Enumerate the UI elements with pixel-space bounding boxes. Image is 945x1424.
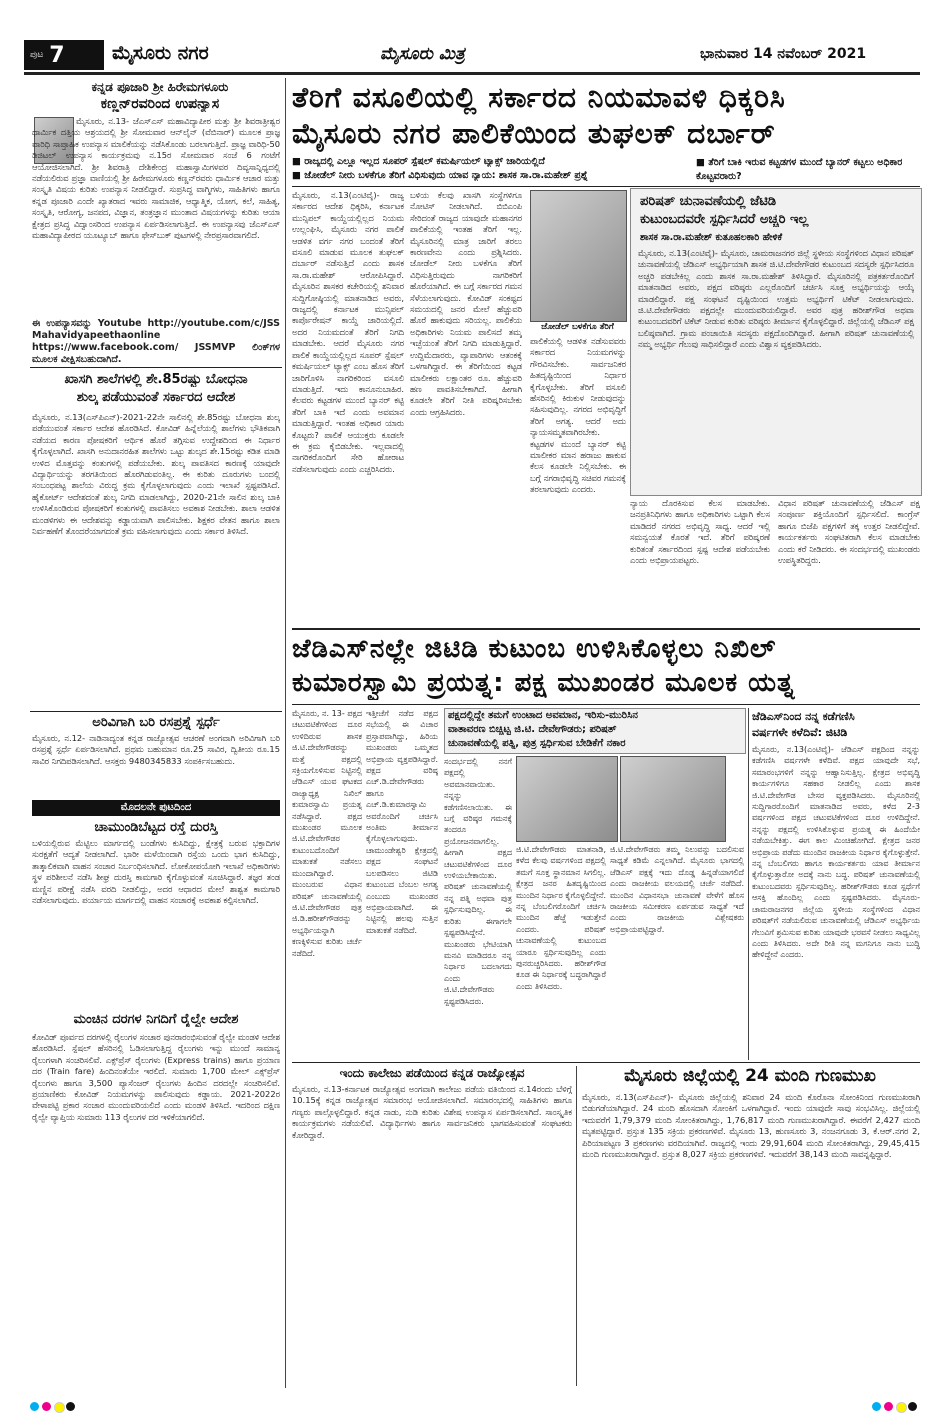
sidebar-title1: ಪರಿಷತ್ ಚುನಾವಣೆಯಲ್ಲಿ ಜೆಟಿಡಿ — [640, 194, 777, 209]
jds-headline-line2: ಕುಮಾರಸ್ವಾಮಿ ಪ್ರಯತ್ನ: ಪಕ್ಷ ಮುಖಂಡರ ಮೂಲಕ ಯತ್ನ — [292, 668, 796, 698]
page-date: ಭಾನುವಾರ 14 ನವೆಂಬರ್ 2021 — [700, 46, 867, 62]
jds-box-col2: ಜಿ.ಟಿ.ದೇವೇಗೌಡರು ಮಾತನಾಡಿ, ಕಳೆದ ಕೆಲವು ವರ್ಷಗಳಿಂದ ಪಕ್ಷದಲ್ಲಿ ತಮಗೆ ಸೂಕ್ತ ಸ್ಥಾನಮಾನ ಸಿಗಲಿಲ್ಲ. ಕ್ಷೇತ್ರದ ಜನರ ಹಿತದೃಷ್ಟಿಯಿಂದ ಮುಂದಿನ ನಿರ್ಧಾರ ಕೈಗೊಳ್ಳಲಿದ್ದೇನೆ. ನನ್ನ ಬೆಂಬಲಿಗರೊಂದಿಗೆ ಚರ್ಚಿಸಿ ಮುಂದಿನ ಹೆಜ್ಜೆ ಇಡುತ್ತೇನೆ ಎಂದರು. ಪರಿಷತ್ ಚುನಾವಣೆಯಲ್ಲಿ ಕುಟುಂಬದ ಯಾರೂ ಸ್ಪರ್ಧಿಸುವುದಿಲ್ಲ ಎಂದು ಪುನರುಚ್ಚರಿಸಿದರು. ಹರೀಶ್‌ಗೌಡ ಕೂಡ ಈ ನಿರ್ಧಾರಕ್ಕೆ ಬದ್ಧರಾಗಿದ್ದಾರೆ ಎಂದು ತಿಳಿಸಿದರು. — [516, 845, 606, 991]
article-upanyasa-links: ಈ ಉಪನ್ಯಾಸವನ್ನು Youtube http://youtube.com/c/JSS Mahavidyapeethaonline https://www.facebook.com/ JSSMVP ಲಿಂಕ್‌ಗಳ ಮೂಲಕ ವೀಕ್ಷಿಸಬಹುದಾಗಿದೆ. — [32, 318, 280, 364]
bullet-2: ■ ಜೋಡೆಲ್ ನೀರು ಬಳಕೆಗೂ ತೆರಿಗೆ ವಿಧಿಸುವುದು ಯಾವ ನ್ಯಾಯ: ಶಾಸಕ ಸಾ.ರಾ.ಮಹೇಶ್ ಪ್ರಶ್ನೆ — [292, 170, 588, 181]
divider — [30, 711, 282, 712]
reg-mark-yellow — [54, 1402, 65, 1413]
column-divider-left — [285, 78, 286, 1388]
main-article-col4: ನ್ಯಾಯ ದೊರಕಿಸುವ ಕೆಲಸ ಮಾಡಬೇಕು. ಜನಪ್ರತಿನಿಧಿಗಳು ಹಾಗೂ ಅಧಿಕಾರಿಗಳು ಒಟ್ಟಾಗಿ ಕೆಲಸ ಮಾಡಿದರೆ ನಗರದ ಅಭಿವೃದ್ಧಿ ಸಾಧ್ಯ. ಆದರೆ ಇಲ್ಲಿ ಸಮನ್ವಯತೆ ಕೊರತೆ ಇದೆ. ತೆರಿಗೆ ಪರಿಷ್ಕರಣೆ ಕುರಿತಂತೆ ಸರ್ಕಾರದಿಂದ ಸ್ಪಷ್ಟ ಆದೇಶ ಪಡೆಯಬೇಕು ಎಂದು ಅಭಿಪ್ರಾಯಪಟ್ಟರು. — [630, 498, 770, 566]
bullet-2-text: ಜೋಡೆಲ್ ನೀರು ಬಳಕೆಗೂ ತೆರಿಗೆ ವಿಧಿಸುವುದು ಯಾವ ನ್ಯಾಯ: ಶಾಸಕ ಸಾ.ರಾ.ಮಹೇಶ್ ಪ್ರಶ್ನೆ — [304, 170, 588, 181]
page-number-badge — [24, 40, 104, 70]
article-road-body: ಬಳಿಯಲ್ಲಿರುವ ಮೆಟ್ಟಿಲು ಮಾರ್ಗದಲ್ಲಿ ಬಂಡೆಗಳು ಕುಸಿದಿದ್ದು, ಕ್ಷೇತ್ರಕ್ಕೆ ಬರುವ ಭಕ್ತಾದಿಗಳ ಸುರಕ್ಷತೆಗೆ ಆದ್ಯತೆ ನೀಡಲಾಗಿದೆ. ಭಾರೀ ಮಳೆಯಿಂದಾಗಿ ರಸ್ತೆಯ ಒಂದು ಭಾಗ ಕುಸಿದಿದ್ದು, ತಾತ್ಕಾಲಿಕವಾಗಿ ವಾಹನ ಸಂಚಾರ ನಿರ್ಬಂಧಿಸಲಾಗಿದೆ. ಲೋಕೋಪಯೋಗಿ ಇಲಾಖೆ ಅಧಿಕಾರಿಗಳು ಸ್ಥಳ ಪರಿಶೀಲನೆ ನಡೆಸಿ ಶೀಘ್ರ ದುರಸ್ತಿ ಕಾಮಗಾರಿ ಕೈಗೊಳ್ಳುವಂತೆ ಸೂಚಿಸಿದ್ದಾರೆ. ತಜ್ಞರ ತಂಡ ಮಣ್ಣಿನ ಪರೀಕ್ಷೆ ನಡೆಸಿ ವರದಿ ನೀಡಲಿದ್ದು, ಅದರ ಆಧಾರದ ಮೇಲೆ ಶಾಶ್ವತ ಕಾಮಗಾರಿ ನಡೆಸಲಾಗುವುದು. ಪರ್ಯಾಯ ಮಾರ್ಗದಲ್ಲಿ ವಾಹನ ಸಂಚಾರಕ್ಕೆ ಅವಕಾಶ ಕಲ್ಪಿಸಲಾಗಿದೆ. — [32, 838, 280, 906]
article-upanyasa-title1: ಕನ್ನಡ ಪೂಜಾರಿ ಶ್ರೀ ಹಿರೇಮಗಳೂರು — [91, 80, 229, 94]
main-article-col5: ವಿಧಾನ ಪರಿಷತ್ ಚುನಾವಣೆಯಲ್ಲಿ ಜೆಡಿಎಸ್ ಪಕ್ಷ ಸಂಪೂರ್ಣ ಶಕ್ತಿಯೊಂದಿಗೆ ಸ್ಪರ್ಧಿಸಲಿದೆ. ಕಾಂಗ್ರೆಸ್ ಹಾಗೂ ಬಿಜೆಪಿ ಪಕ್ಷಗಳಿಗೆ ತಕ್ಕ ಉತ್ತರ ನೀಡಲಿದ್ದೇವೆ. ಕಾರ್ಯಕರ್ತರು ಸಂಘಟಿತರಾಗಿ ಕೆಲಸ ಮಾಡಬೇಕು ಎಂದು ಕರೆ ನೀಡಿದರು. ಈ ಸಂದರ್ಭದಲ್ಲಿ ಮುಖಂಡರು ಉಪಸ್ಥಿತರಿದ್ದರು. — [778, 498, 920, 566]
bullet-1: ■ ರಾಜ್ಯದಲ್ಲಿ ಎಲ್ಲೂ ಇಲ್ಲದ ಸೂಪರ್ ಸ್ಪೆಷಲ್ ಕಮರ್ಷಿಯಲ್ ಟ್ಯಾಕ್ಸ್ ಜಾರಿಯಲ್ಲಿದೆ — [292, 156, 545, 167]
covid-body: ಮೈಸೂರು, ನ.13(ಎಸ್‌ಪಿಎನ್)- ಮೈಸೂರು ಜಿಲ್ಲೆಯಲ್ಲಿ ಶನಿವಾರ 24 ಮಂದಿ ಕೊರೊನಾ ಸೋಂಕಿನಿಂದ ಗುಣಮುಖರಾಗಿ ಬಿಡುಗಡೆಯಾಗಿದ್ದಾರೆ. 24 ಮಂದಿ ಹೊಸದಾಗಿ ಸೋಂಕಿಗೆ ಒಳಗಾಗಿದ್ದಾರೆ. ಇಂದು ಯಾವುದೇ ಸಾವು ಸಂಭವಿಸಿಲ್ಲ. ಜಿಲ್ಲೆಯಲ್ಲಿ ಇದುವರೆಗೆ 1,79,379 ಮಂದಿ ಸೋಂಕಿತರಾಗಿದ್ದು, 1,76,817 ಮಂದಿ ಗುಣಮುಖರಾಗಿದ್ದಾರೆ. ಈವರೆಗೆ 2,427 ಮಂದಿ ಮೃತಪಟ್ಟಿದ್ದಾರೆ. ಪ್ರಸ್ತುತ 135 ಸಕ್ರಿಯ ಪ್ರಕರಣಗಳಿವೆ. ಮೈಸೂರು 13, ಹುಣಸೂರು 3, ನಂಜನಗೂಡು 3, ಕೆ.ಆರ್.ನಗರ 2, ಪಿರಿಯಾಪಟ್ಟಣ 3 ಪ್ರಕರಣಗಳು ವರದಿಯಾಗಿವೆ. ರಾಜ್ಯದಲ್ಲಿ ಇಂದು 29,91,604 ಮಂದಿ ಸೋಂಕಿತರಾಗಿದ್ದು, 29,45,415 ಮಂದಿ ಗುಣಮುಖರಾಗಿದ್ದಾರೆ. ಪ್ರಸ್ತುತ 8,027 ಸಕ್ರಿಯ ಪ್ರಕರಣಗಳಿವೆ. ಇದುವರೆಗೆ 38,143 ಮಂದಿ ಸಾವನ್ನಪ್ಪಿದ್ದಾರೆ. — [582, 1092, 920, 1160]
main-article-col2: ಬಳಿಯ ಕೆಲವು ಖಾಸಗಿ ಸಂಸ್ಥೆಗಳಿಗೂ ನೋಟಿಸ್ ನೀಡಲಾಗಿದೆ. ಬಿಬಿಎಂಪಿ ಸೇರಿದಂತೆ ರಾಜ್ಯದ ಯಾವುದೇ ಮಹಾನಗರ ಪಾಲಿಕೆಯಲ್ಲಿ ಇಂತಹ ತೆರಿಗೆ ಇಲ್ಲ. ಮೈಸೂರಿನಲ್ಲಿ ಮಾತ್ರ ಜಾರಿಗೆ ತರಲು ಕಾರಣವೇನು ಎಂದು ಪ್ರಶ್ನಿಸಿದರು. ಜೋಡೆಲ್ ನೀರು ಬಳಕೆಗೂ ತೆರಿಗೆ ವಿಧಿಸುತ್ತಿರುವುದು ನಾಗರಿಕರಿಗೆ ಹೊರೆಯಾಗಿದೆ. ಈ ಬಗ್ಗೆ ಸರ್ಕಾರದ ಗಮನ ಸೆಳೆಯಲಾಗುವುದು. ಕೋವಿಡ್ ಸಂಕಷ್ಟದ ಸಮಯದಲ್ಲಿ ಜನರ ಮೇಲೆ ಹೆಚ್ಚುವರಿ ಹೊರೆ ಹಾಕುವುದು ಸರಿಯಲ್ಲ. ಪಾಲಿಕೆಯ ಅಧಿಕಾರಿಗಳು ನಿಯಮ ಪಾಲಿಸದೆ ತಮ್ಮ ಇಚ್ಛೆಯಂತೆ ತೆರಿಗೆ ನಿಗದಿ ಮಾಡುತ್ತಿದ್ದಾರೆ. ಉದ್ದಿಮೆದಾರರು, ವ್ಯಾಪಾರಿಗಳು ಆತಂಕಕ್ಕೆ ಒಳಗಾಗಿದ್ದಾರೆ. ಈ ತೆರಿಗೆಯಿಂದ ಕಟ್ಟಡ ಮಾಲೀಕರು ಲಕ್ಷಾಂತರ ರೂ. ಹೆಚ್ಚುವರಿ ಹಣ ಪಾವತಿಸಬೇಕಾಗಿದೆ. ಹೀಗಾಗಿ ಕೂಡಲೇ ತೆರಿಗೆ ನೀತಿ ಪರಿಷ್ಕರಿಸಬೇಕು ಎಂದು ಆಗ್ರಹಿಸಿದರು. — [410, 190, 522, 417]
article-upanyasa-title2: ಕಣ್ಣನ್‌ರವರಿಂದ ಉಪನ್ಯಾಸ — [100, 96, 220, 112]
reg-mark-black — [66, 1402, 75, 1411]
page-number: 7 — [49, 42, 65, 68]
section-title: ಮೈಸೂರು ನಗರ — [112, 42, 209, 64]
column-divider-right — [748, 708, 749, 1060]
divider — [292, 704, 920, 705]
continued-kicker: ಮೊದಲನೇ ಪುಟದಿಂದ — [32, 800, 280, 816]
reg-mark-black — [908, 1402, 917, 1411]
article-quiz-body: ಮೈಸೂರು, ನ.12- ನಾಡಿನಾದ್ಯಂತ ಕನ್ನಡ ರಾಜ್ಯೋತ್ಸವ ಆಚರಣೆ ಅಂಗವಾಗಿ ಅರಿವಿಗಾಗಿ ಬರಿ ರಸಪ್ರಶ್ನೆ ಸ್ಪರ್ಧೆ ಏರ್ಪಡಿಸಲಾಗಿದೆ. ಪ್ರಥಮ ಬಹುಮಾನ ರೂ.25 ಸಾವಿರ, ದ್ವಿತೀಯ ರೂ.15 ಸಾವಿರ ನಿಗದಿಪಡಿಸಲಾಗಿದೆ. ಆಸಕ್ತರು 9480345833 ಸಂಪರ್ಕಿಸಬಹುದು. — [32, 733, 280, 766]
covid-title: ಮೈಸೂರು ಜಿಲ್ಲೆಯಲ್ಲಿ 24 ಮಂದಿ ಗುಣಮುಖ — [624, 1066, 876, 1086]
reg-mark-magenta — [884, 1402, 893, 1411]
rajyotsava-title: ಇಂದು ಕಾಲೇಜು ಪಡೆಯಿಂದ ಕನ್ನಡ ರಾಜ್ಯೋತ್ಸವ — [339, 1066, 525, 1080]
jds-box-head2: ವಾತಾವರಣ ಬಿಚ್ಚಿಟ್ಟ ಜಿ.ಟಿ. ದೇವೇಗೌಡರು; ಪರಿಷತ್ — [448, 724, 617, 735]
reg-mark-cyan — [30, 1402, 39, 1411]
divider — [30, 367, 282, 368]
main-article-col1: ಮೈಸೂರು, ನ.13(ಎಂಟಿವೈ)- ರಾಜ್ಯ ಸರ್ಕಾರದ ಆದೇಶ ಧಿಕ್ಕರಿಸಿ, ಕರ್ನಾಟಕ ಮುನ್ಸಿಪಲ್ ಕಾಯ್ದೆಯಲ್ಲಿಲ್ಲದ ನಿಯಮ ಉಲ್ಲಂಘಿಸಿ, ಮೈಸೂರು ನಗರ ಪಾಲಿಕೆ ಆಡಳಿತ ವರ್ಗ ನಗರ ಬಂದಂತೆ ತೆರಿಗೆ ವಸೂಲಿ ಮಾಡುವ ಮೂಲಕ ತುಘಲಕ್ ದರ್ಬಾರ್ ನಡೆಸುತ್ತಿದೆ ಎಂದು ಶಾಸಕ ಸಾ.ರಾ.ಮಹೇಶ್ ಆರೋಪಿಸಿದ್ದಾರೆ. ಮೈಸೂರಿನ ಶಾಸಕರ ಕಚೇರಿಯಲ್ಲಿ ಶನಿವಾರ ಸುದ್ದಿಗೋಷ್ಠಿಯಲ್ಲಿ ಮಾತನಾಡಿದ ಅವರು, ರಾಜ್ಯದಲ್ಲಿ ಕರ್ನಾಟಕ ಮುನ್ಸಿಪಲ್ ಕಾರ್ಪೊರೇಷನ್ ಕಾಯ್ದೆ ಜಾರಿಯಲ್ಲಿದೆ. ಅದರ ನಿಯಮದಂತೆ ತೆರಿಗೆ ನಿಗದಿ ಮಾಡಬೇಕು. ಆದರೆ ಮೈಸೂರು ನಗರ ಪಾಲಿಕೆ ಕಾಯ್ದೆಯಲ್ಲಿಲ್ಲದ ಸೂಪರ್ ಸ್ಪೆಷಲ್ ಕಮರ್ಷಿಯಲ್ ಟ್ಯಾಕ್ಸ್ ಎಂಬ ಹೊಸ ತೆರಿಗೆ ಜಾರಿಗೊಳಿಸಿ ನಾಗರಿಕರಿಂದ ವಸೂಲಿ ಮಾಡುತ್ತಿದೆ. ಇದು ಕಾನೂನುಬಾಹಿರ. ಕೆಲವರು ಕಟ್ಟಡಗಳ ಮುಂದೆ ಬ್ಯಾನರ್ ಕಟ್ಟಿ ತೆರಿಗೆ ಬಾಕಿ ಇದೆ ಎಂದು ಅವಮಾನ ಮಾಡುತ್ತಿದ್ದಾರೆ. ಇಂತಹ ಅಧಿಕಾರ ಯಾರು ಕೊಟ್ಟರು? ಪಾಲಿಕೆ ಆಯುಕ್ತರು ಕೂಡಲೇ ಈ ಕ್ರಮ ಕೈಬಿಡಬೇಕು. ಇಲ್ಲವಾದಲ್ಲಿ ನಾಗರಿಕರೊಂದಿಗೆ ಸೇರಿ ಹೋರಾಟ ನಡೆಸಲಾಗುವುದು ಎಂದು ಎಚ್ಚರಿಸಿದರು. — [292, 190, 404, 474]
article-fee-title1: ಖಾಸಗಿ ಶಾಲೆಗಳಲ್ಲಿ ಶೇ.85ರಷ್ಟು ಬೋಧನಾ — [64, 372, 248, 387]
main-headline-line1: ತೆರಿಗೆ ವಸೂಲಿಯಲ್ಲಿ ಸರ್ಕಾರದ ನಿಯಮಾವಳಿ ಧಿಕ್ಕರಿಸಿ — [292, 81, 786, 114]
jds-box-head1: ಪಕ್ಷದಲ್ಲಿದ್ದೇ ತಮಗೆ ಉಂಟಾದ ಅವಮಾನ, ಇರಿಸು-ಮುರಿಸಿನ — [448, 710, 638, 721]
jds-headline-line1: ಜೆಡಿಎಸ್‌ನಲ್ಲೇ ಜಿಟಿಡಿ ಕುಟುಂಬ ಉಳಿಸಿಕೊಳ್ಳಲು ನಿಖಿಲ್ — [292, 634, 777, 664]
sidebar-title2: ಕುಟುಂಬದವರೇ ಸ್ಪರ್ಧಿಸಿದರೆ ಅಚ್ಚರಿ ಇಲ್ಲ — [640, 212, 809, 227]
main-article-col3: ಪಾಲಿಕೆಯಲ್ಲಿ ಆಡಳಿತ ನಡೆಸುವವರು ಸರ್ಕಾರದ ನಿಯಮಗಳನ್ನು ಗೌರವಿಸಬೇಕು. ಸಾರ್ವಜನಿಕರ ಹಿತದೃಷ್ಟಿಯಿಂದ ನಿರ್ಧಾರ ಕೈಗೊಳ್ಳಬೇಕು. ತೆರಿಗೆ ವಸೂಲಿ ಹೆಸರಿನಲ್ಲಿ ಕಿರುಕುಳ ನೀಡುವುದನ್ನು ಸಹಿಸುವುದಿಲ್ಲ. ನಗರದ ಅಭಿವೃದ್ಧಿಗೆ ತೆರಿಗೆ ಅಗತ್ಯ. ಆದರೆ ಅದು ನ್ಯಾಯಸಮ್ಮತವಾಗಿರಬೇಕು. ಕಟ್ಟಡಗಳ ಮುಂದೆ ಬ್ಯಾನರ್ ಕಟ್ಟಿ ಮಾಲೀಕರ ಮಾನ ಹರಾಜು ಹಾಕುವ ಕೆಲಸ ಕೂಡಲೇ ನಿಲ್ಲಿಸಬೇಕು. ಈ ಬಗ್ಗೆ ನಗರಾಭಿವೃದ್ಧಿ ಸಚಿವರ ಗಮನಕ್ಕೆ ತರಲಾಗುವುದು ಎಂದರು. — [530, 336, 626, 495]
reg-mark-yellow — [896, 1402, 907, 1413]
column-divider-bottom — [576, 1066, 577, 1386]
divider — [292, 186, 920, 187]
masthead: ಮೈಸೂರು ಮಿತ್ರ — [380, 44, 465, 64]
bullet-3-text: ತೆರಿಗೆ ಬಾಕಿ ಇರುವ ಕಟ್ಟಡಗಳ ಮುಂದೆ ಬ್ಯಾನರ್ ಕಟ್ಟಲು ಅಧಿಕಾರ ಕೊಟ್ಟವರಾರು? — [696, 157, 903, 182]
divider — [292, 1062, 920, 1063]
rajyotsava-body: ಮೈಸೂರು, ನ.13-ಕರ್ನಾಟಕ ರಾಜ್ಯೋತ್ಸವ ಅಂಗವಾಗಿ ಕಾಲೇಜು ಪಡೆಯ ವತಿಯಿಂದ ನ.14ರಂದು ಬೆಳಿಗ್ಗೆ 10.15ಕ್ಕೆ ಕನ್ನಡ ರಾಜ್ಯೋತ್ಸವ ಸಮಾರಂಭ ಆಯೋಜಿಸಲಾಗಿದೆ. ಸಮಾರಂಭದಲ್ಲಿ ಸಾಹಿತಿಗಳು ಹಾಗೂ ಗಣ್ಯರು ಪಾಲ್ಗೊಳ್ಳಲಿದ್ದಾರೆ. ಕನ್ನಡ ನಾಡು, ನುಡಿ ಕುರಿತು ವಿಶೇಷ ಉಪನ್ಯಾಸ ಏರ್ಪಡಿಸಲಾಗಿದೆ. ಸಾಂಸ್ಕೃತಿಕ ಕಾರ್ಯಕ್ರಮಗಳು ನಡೆಯಲಿವೆ. ವಿದ್ಯಾರ್ಥಿಗಳು ಹಾಗೂ ಸಾರ್ವಜನಿಕರು ಭಾಗವಹಿಸುವಂತೆ ಸಂಘಟಕರು ಕೋರಿದ್ದಾರೆ. — [292, 1084, 572, 1140]
divider — [292, 628, 920, 630]
gtd-side-body: ಮೈಸೂರು, ನ.13(ಎಂಟಿವೈ)- ಜೆಡಿಎಸ್ ಪಕ್ಷದಿಂದ ನನ್ನನ್ನು ಕಡೆಗಣಿಸಿ ವರ್ಷಗಳೇ ಕಳೆದಿವೆ. ಪಕ್ಷದ ಯಾವುದೇ ಸಭೆ, ಸಮಾರಂಭಗಳಿಗೆ ನನ್ನನ್ನು ಆಹ್ವಾನಿಸುತ್ತಿಲ್ಲ. ಕ್ಷೇತ್ರದ ಅಭಿವೃದ್ಧಿ ಕಾರ್ಯಗಳಿಗೂ ಸಹಕಾರ ನೀಡಲಿಲ್ಲ ಎಂದು ಶಾಸಕ ಜಿ.ಟಿ.ದೇವೇಗೌಡ ಬೇಸರ ವ್ಯಕ್ತಪಡಿಸಿದರು. ಮೈಸೂರಿನಲ್ಲಿ ಸುದ್ದಿಗಾರರೊಂದಿಗೆ ಮಾತನಾಡಿದ ಅವರು, ಕಳೆದ 2-3 ವರ್ಷಗಳಿಂದ ಪಕ್ಷದ ಚಟುವಟಿಕೆಗಳಿಂದ ದೂರ ಉಳಿದಿದ್ದೇನೆ. ನನ್ನನ್ನು ಪಕ್ಷದಲ್ಲಿ ಉಳಿಸಿಕೊಳ್ಳುವ ಪ್ರಯತ್ನ ಈ ಹಿಂದೆಯೇ ನಡೆಯಬೇಕಿತ್ತು. ಈಗ ಕಾಲ ಮಿಂಚಿಹೋಗಿದೆ. ಕ್ಷೇತ್ರದ ಜನರ ಅಭಿಪ್ರಾಯ ಪಡೆದು ಮುಂದಿನ ರಾಜಕೀಯ ನಿರ್ಧಾರ ಕೈಗೊಳ್ಳುತ್ತೇನೆ. ನನ್ನ ಬೆಂಬಲಿಗರು ಹಾಗೂ ಕಾರ್ಯಕರ್ತರು ಯಾವ ತೀರ್ಮಾನ ಕೈಗೊಳ್ಳುತ್ತಾರೋ ಅದಕ್ಕೆ ನಾನು ಬದ್ಧ. ಪರಿಷತ್ ಚುನಾವಣೆಯಲ್ಲಿ ಕುಟುಂಬದವರು ಸ್ಪರ್ಧಿಸುವುದಿಲ್ಲ. ಹರೀಶ್‌ಗೌಡರು ಕೂಡ ಸ್ಪರ್ಧೆಗೆ ಆಸಕ್ತಿ ಹೊಂದಿಲ್ಲ ಎಂದು ಸ್ಪಷ್ಟಪಡಿಸಿದರು. ಮೈಸೂರು-ಚಾಮರಾಜನಗರ ಜಿಲ್ಲೆಯ ಸ್ಥಳೀಯ ಸಂಸ್ಥೆಗಳಿಂದ ವಿಧಾನ ಪರಿಷತ್‌ಗೆ ನಡೆಯಲಿರುವ ಚುನಾವಣೆಯಲ್ಲಿ ಜೆಡಿಎಸ್ ಅಭ್ಯರ್ಥಿಯ ಗೆಲುವಿಗೆ ಶ್ರಮಿಸುವ ಕುರಿತು ಯಾವುದೇ ಭರವಸೆ ನೀಡಲು ಸಾಧ್ಯವಿಲ್ಲ ಎಂದು ತಿಳಿಸಿದರು. ಅದೇ ರೀತಿ ನನ್ನ ಮಗನಿಗೂ ನಾನು ಬುದ್ಧಿ ಹೇಳಿದ್ದೇನೆ ಎಂದರು. — [752, 745, 920, 960]
gtd-side-title2: ವರ್ಷಗಳೇ ಕಳೆದಿವೆ: ಜಿಟಿಡಿ — [752, 726, 848, 739]
header-rule — [24, 72, 920, 75]
photo-gtd — [516, 756, 618, 842]
article-railway-title: ಮಂಚಿನ ದರಗಳ ನಿಗದಿಗೆ ರೈಲ್ವೇ ಆದೇಶ — [73, 1012, 239, 1027]
jds-box-col3: ಜಿ.ಟಿ.ದೇವೇಗೌಡರು ತಮ್ಮ ನಿಲುವನ್ನು ಬದಲಿಸುವ ಸಾಧ್ಯತೆ ಕಡಿಮೆ ಎನ್ನಲಾಗಿದೆ. ಮೈಸೂರು ಭಾಗದಲ್ಲಿ ಜೆಡಿಎಸ್ ಪಕ್ಷಕ್ಕೆ ಇದು ದೊಡ್ಡ ಹಿನ್ನಡೆಯಾಗಲಿದೆ ಎಂದು ರಾಜಕೀಯ ವಲಯದಲ್ಲಿ ಚರ್ಚೆ ನಡೆದಿದೆ. ಮುಂದಿನ ವಿಧಾನಸಭಾ ಚುನಾವಣೆ ವೇಳೆಗೆ ಹೊಸ ರಾಜಕೀಯ ಸಮೀಕರಣ ಏರ್ಪಡುವ ಸಾಧ್ಯತೆ ಇದೆ ಎಂದು ರಾಜಕೀಯ ವಿಶ್ಲೇಷಕರು ಅಭಿಪ್ರಾಯಪಟ್ಟಿದ್ದಾರೆ. — [610, 845, 744, 934]
article-upanyasa-body: ಮೈಸೂರು, ನ.13- ಜೆಎಸ್‌ಎಸ್ ಮಹಾವಿದ್ಯಾಪೀಠ ಮತ್ತು ಶ್ರೀ ಶಿವರಾತ್ರೀಶ್ವರ ಧಾರ್ಮಿಕ ದತ್ತಿಯ ಆಶ್ರಯದಲ್ಲಿ ಶ್ರೀ ಸೋಮವಾರ ಆನ್‌ಲೈನ್ (ವೆಬಿನಾರ್) ಮೂಲಕ ಪ್ರಾಜ್ಞ ವಾರಿಧಿ ಸಾಪ್ತಾಹಿಕ ಉಪನ್ಯಾಸ ಮಾಲಿಕೆಯನ್ನು ನಡೆಸಿಕೊಂಡು ಬರಲಾಗುತ್ತಿದೆ. ಪ್ರಾಜ್ಞ ವಾರಿಧಿ-50 ಡಿಜಿಟಲ್ ಉಪನ್ಯಾಸ ಕಾರ್ಯಕ್ರಮವು ನ.15ರ ಸೋಮವಾರ ಸಂಜೆ 6 ಗಂಟೆಗೆ ಆಯೋಜಿಸಲಾಗಿದೆ. ಶ್ರೀ ಶಿವರಾತ್ರಿ ದೇಶಿಕೇಂದ್ರ ಮಹಾಸ್ವಾಮಿಗಳವರ ದಿವ್ಯಸಾನ್ನಿಧ್ಯದಲ್ಲಿ ನಡೆಯಲಿರುವ ಪ್ರಜ್ಞಾ ವಾಣಿಯಲ್ಲಿ ಶ್ರೀ ಹಿರೇಮಗಳೂರು ಕಣ್ಣನ್‌ರವರು ಧಾರ್ಮಿಕ ಆಚಾರ ಮತ್ತು ಸಂಸ್ಕೃತಿ ವಿಷಯ ಕುರಿತು ಉಪನ್ಯಾಸ ನೀಡಲಿದ್ದಾರೆ. ಸುಪ್ರಸಿದ್ಧ ವಾಗ್ಮಿಗಳು, ಸಾಹಿತಿಗಳು ಹಾಗೂ ಕನ್ನಡ ಪೂಜಾರಿ ಎಂದೇ ಖ್ಯಾತರಾದ ಇವರು ಸಾಮಾಜಿಕ, ಆಧ್ಯಾತ್ಮಿಕ, ಯೋಗ, ಕಲೆ, ಸಾಹಿತ್ಯ, ಸಂಸ್ಕೃತಿ, ಆರೋಗ್ಯ, ಜನಪದ, ವಿಜ್ಞಾನ, ತಂತ್ರಜ್ಞಾನ ಮುಂತಾದ ವಿಷಯಗಳನ್ನು ಕುರಿತು ಆಯಾ ಕ್ಷೇತ್ರದ ಪ್ರಸಿದ್ಧ ವಿದ್ವಾಂಸರಿಂದ ಉಪನ್ಯಾಸ ಏರ್ಪಡಿಸಲಾಗುತ್ತಿದೆ. ಈ ಉಪನ್ಯಾಸವು ಜೆಎಸ್‌ಎಸ್ ಮಹಾವಿದ್ಯಾಪೀಠದ ಯೂಟ್ಯೂಬ್ ಹಾಗೂ ಫೇಸ್‌ಬುಕ್ ಪುಟಗಳಲ್ಲಿ ನೇರಪ್ರಸಾರವಾಗಲಿದೆ. — [32, 116, 280, 241]
article-road-title: ಚಾಮುಂಡಿಬೆಟ್ಟದ ರಸ್ತೆ ದುರಸ್ತಿ — [94, 820, 218, 835]
bullet-1-text: ರಾಜ್ಯದಲ್ಲಿ ಎಲ್ಲೂ ಇಲ್ಲದ ಸೂಪರ್ ಸ್ಪೆಷಲ್ ಕಮರ್ಷಿಯಲ್ ಟ್ಯಾಕ್ಸ್ ಜಾರಿಯಲ್ಲಿದೆ — [304, 156, 545, 167]
main-headline-line2: ಮೈಸೂರು ನಗರ ಪಾಲಿಕೆಯಿಂದ ತುಘಲಕ್ ದರ್ಬಾರ್ — [292, 117, 776, 150]
reg-mark-magenta — [42, 1402, 51, 1411]
jds-article-col1: ಮೈಸೂರು, ನ. 13- ಪಕ್ಷದ ಚಟುವಟಿಕೆಗಳಿಂದ ದೂರ ಉಳಿದಿರುವ ಶಾಸಕ ಜಿ.ಟಿ.ದೇವೇಗೌಡರನ್ನು ಮತ್ತೆ ಪಕ್ಷದಲ್ಲಿ ಸಕ್ರಿಯಗೊಳಿಸುವ ನಿಟ್ಟಿನಲ್ಲಿ ಜೆಡಿಎಸ್ ಯುವ ಘಟಕದ ರಾಜ್ಯಾಧ್ಯಕ್ಷ ನಿಖಿಲ್ ಕುಮಾರಸ್ವಾಮಿ ಪ್ರಯತ್ನ ನಡೆಸಿದ್ದಾರೆ. ಪಕ್ಷದ ಮುಖಂಡರ ಮೂಲಕ ಜಿ.ಟಿ.ದೇವೇಗೌಡರ ಕುಟುಂಬದೊಂದಿಗೆ ಮಾತುಕತೆ ನಡೆಸಲು ಮುಂದಾಗಿದ್ದಾರೆ. ಮುಂಬರುವ ವಿಧಾನ ಪರಿಷತ್ ಚುನಾವಣೆಯಲ್ಲಿ ಜಿ.ಟಿ.ದೇವೇಗೌಡರ ಪುತ್ರ ಜಿ.ಡಿ.ಹರೀಶ್‌ಗೌಡರನ್ನು ಅಭ್ಯರ್ಥಿಯನ್ನಾಗಿ ಕಣಕ್ಕಿಳಿಸುವ ಕುರಿತು ಚರ್ಚೆ ನಡೆದಿದೆ. — [292, 709, 362, 958]
jds-box-head3: ಚುನಾವಣೆಯಲ್ಲಿ ಪತ್ನಿ, ಪುತ್ರ ಸ್ಪರ್ಧಿಸುವ ಬೇಡಿಕೆಗೆ ನಕಾರ — [448, 738, 626, 749]
article-railway-body: ಕೋವಿಡ್ ಪೂರ್ವದ ದರಗಳಲ್ಲಿ ರೈಲುಗಳ ಸಂಚಾರ ಪುನರಾರಂಭಿಸುವಂತೆ ರೈಲ್ವೇ ಮಂಡಳಿ ಆದೇಶ ಹೊರಡಿಸಿದೆ. ಸ್ಪೆಷಲ್ ಹೆಸರಿನಲ್ಲಿ ಓಡಿಸಲಾಗುತ್ತಿದ್ದ ರೈಲುಗಳು ಇನ್ನು ಮುಂದೆ ಸಾಮಾನ್ಯ ರೈಲುಗಳಾಗಿ ಸಂಚರಿಸಲಿವೆ. ಎಕ್ಸ್‌ಪ್ರೆಸ್ ರೈಲುಗಳು (Express trains) ಹಾಗೂ ಪ್ರಯಾಣ ದರ (Train fare) ಹಿಂದಿನಂತೆಯೇ ಇರಲಿದೆ. ಸುಮಾರು 1,700 ಮೇಲ್ ಎಕ್ಸ್‌ಪ್ರೆಸ್ ರೈಲುಗಳು ಹಾಗೂ 3,500 ಪ್ಯಾಸೆಂಜರ್ ರೈಲುಗಳು ಹಿಂದಿನ ದರದಲ್ಲೇ ಸಂಚರಿಸಲಿವೆ. ಪ್ರಯಾಣಿಕರು ಕೋವಿಡ್ ನಿಯಮಗಳನ್ನು ಪಾಲಿಸುವುದು ಕಡ್ಡಾಯ. 2021-2022ರ ವೇಳಾಪಟ್ಟಿ ಪ್ರಕಾರ ಸಂಚಾರ ಮುಂದುವರಿಯಲಿದೆ ಎಂದು ಮಂಡಳಿ ತಿಳಿಸಿದೆ. ಇದರಿಂದ ದಕ್ಷಿಣ ರೈಲ್ವೇ ವ್ಯಾಪ್ತಿಯ ಸುಮಾರು 113 ರೈಲುಗಳ ದರ ಇಳಿಕೆಯಾಗಲಿದೆ. — [32, 1032, 280, 1122]
bullet-3: ■ ತೆರಿಗೆ ಬಾಕಿ ಇರುವ ಕಟ್ಟಡಗಳ ಮುಂದೆ ಬ್ಯಾನರ್ ಕಟ್ಟಲು ಅಧಿಕಾರ ಕೊಟ್ಟವರಾರು? — [696, 157, 903, 182]
sidebar-body: ಮೈಸೂರು, ನ.13(ಎಂಟಿವೈ)- ಮೈಸೂರು, ಚಾಮರಾಜನಗರ ಜಿಲ್ಲೆ ಸ್ಥಳೀಯ ಸಂಸ್ಥೆಗಳಿಂದ ವಿಧಾನ ಪರಿಷತ್ ಚುನಾವಣೆಯಲ್ಲಿ ಜೆಡಿಎಸ್ ಅಭ್ಯರ್ಥಿಯಾಗಿ ಶಾಸಕ ಜಿ.ಟಿ.ದೇವೇಗೌಡರ ಕುಟುಂಬದ ಸದಸ್ಯರೇ ಸ್ಪರ್ಧಿಸಿದರೂ ಅಚ್ಚರಿ ಪಡಬೇಕಿಲ್ಲ ಎಂದು ಶಾಸಕ ಸಾ.ರಾ.ಮಹೇಶ್ ತಿಳಿಸಿದ್ದಾರೆ. ಮೈಸೂರಿನಲ್ಲಿ ಪತ್ರಕರ್ತರೊಂದಿಗೆ ಮಾತನಾಡಿದ ಅವರು, ಪಕ್ಷದ ವರಿಷ್ಠರು ಎಲ್ಲರೊಂದಿಗೆ ಚರ್ಚಿಸಿ ಸೂಕ್ತ ಅಭ್ಯರ್ಥಿಯನ್ನು ಆಯ್ಕೆ ಮಾಡಲಿದ್ದಾರೆ. ಪಕ್ಷ ಸಂಘಟನೆ ದೃಷ್ಟಿಯಿಂದ ಉತ್ತಮ ಅಭ್ಯರ್ಥಿಗೆ ಟಿಕೆಟ್ ನೀಡಲಾಗುವುದು. ಜಿ.ಟಿ.ದೇವೇಗೌಡರು ಪಕ್ಷದಲ್ಲೇ ಮುಂದುವರಿಯಲಿದ್ದಾರೆ. ಅವರ ಪುತ್ರ ಹರೀಶ್‌ಗೌಡ ಅಥವಾ ಕುಟುಂಬದವರಿಗೆ ಟಿಕೆಟ್ ನೀಡುವ ಕುರಿತು ವರಿಷ್ಠರು ತೀರ್ಮಾನ ಕೈಗೊಳ್ಳಲಿದ್ದಾರೆ. ಜಿಲ್ಲೆಯಲ್ಲಿ ಜೆಡಿಎಸ್ ಪಕ್ಷ ಬಲಿಷ್ಠವಾಗಿದೆ. ಗ್ರಾಮ ಪಂಚಾಯಿತಿ ಸದಸ್ಯರು ಪಕ್ಷದೊಂದಿಗಿದ್ದಾರೆ. ಹೀಗಾಗಿ ಪರಿಷತ್ ಚುನಾವಣೆಯಲ್ಲಿ ನಮ್ಮ ಅಭ್ಯರ್ಥಿ ಗೆಲುವು ಸಾಧಿಸಲಿದ್ದಾರೆ ಎಂದು ವಿಶ್ವಾಸ ವ್ಯಕ್ತಪಡಿಸಿದರು. — [638, 248, 914, 350]
gtd-side-title1: ಜೆಡಿಎಸ್‌ನಿಂದ ನನ್ನ ಕಡೆಗಣಿಸಿ — [752, 710, 855, 723]
article-fee-title2: ಶುಲ್ಕ ಪಡೆಯುವಂತೆ ಸರ್ಕಾರದ ಆದೇಶ — [76, 390, 236, 405]
jds-box-col1: ಸಂದರ್ಭದಲ್ಲಿ ನನಗೆ ಪಕ್ಷದಲ್ಲಿ ಅವಮಾನವಾಯಿತು. ನನ್ನನ್ನು ಕಡೆಗಣಿಸಲಾಯಿತು. ಈ ಬಗ್ಗೆ ವರಿಷ್ಠರ ಗಮನಕ್ಕೆ ತಂದರೂ ಪ್ರಯೋಜನವಾಗಲಿಲ್ಲ. ಹೀಗಾಗಿ ಪಕ್ಷದ ಚಟುವಟಿಕೆಗಳಿಂದ ದೂರ ಉಳಿಯಬೇಕಾಯಿತು. ಪರಿಷತ್ ಚುನಾವಣೆಯಲ್ಲಿ ನನ್ನ ಪತ್ನಿ ಅಥವಾ ಪುತ್ರ ಸ್ಪರ್ಧಿಸುವುದಿಲ್ಲ. ಈ ಕುರಿತು ಈಗಾಗಲೇ ಸ್ಪಷ್ಟಪಡಿಸಿದ್ದೇನೆ. ಮುಖಂಡರು ಭೇಟಿಯಾಗಿ ಮನವಿ ಮಾಡಿದರೂ ನನ್ನ ನಿರ್ಧಾರ ಬದಲಾಗದು ಎಂದು ಜಿ.ಟಿ.ದೇವೇಗೌಡರು ಸ್ಪಷ್ಟಪಡಿಸಿದರು. — [444, 757, 512, 1006]
photo-caption: ಜೋಡೆಲ್ ಬಳಕೆಗೂ ತೆರಿಗೆ — [541, 322, 614, 332]
photo-harish — [620, 756, 726, 842]
article-quiz-title: ಅರಿವಿಗಾಗಿ ಬರಿ ರಸಪ್ರಶ್ನೆ ಸ್ಪರ್ಧೆ — [92, 715, 220, 730]
article-fee-body: ಮೈಸೂರು, ನ.13(ಎಸ್‌ಪಿಎನ್)-2021-22ನೇ ಸಾಲಿನಲ್ಲಿ ಶೇ.85ರಷ್ಟು ಬೋಧನಾ ಶುಲ್ಕ ಪಡೆಯುವಂತೆ ಸರ್ಕಾರ ಆದೇಶ ಹೊರಡಿಸಿದೆ. ಕೋವಿಡ್ ಹಿನ್ನೆಲೆಯಲ್ಲಿ ಶಾಲೆಗಳು ಭೌತಿಕವಾಗಿ ನಡೆಯದ ಕಾರಣ ಪೋಷಕರಿಗೆ ಆರ್ಥಿಕ ಹೊರೆ ತಗ್ಗಿಸುವ ಉದ್ದೇಶದಿಂದ ಈ ನಿರ್ಧಾರ ಕೈಗೊಳ್ಳಲಾಗಿದೆ. ಖಾಸಗಿ ಅನುದಾನರಹಿತ ಶಾಲೆಗಳು ಒಟ್ಟು ಶುಲ್ಕದ ಶೇ.15ರಷ್ಟು ಕಡಿತ ಮಾಡಿ ಉಳಿದ ಮೊತ್ತವನ್ನು ಕಂತುಗಳಲ್ಲಿ ಪಡೆಯಬೇಕು. ಶುಲ್ಕ ಪಾವತಿಸದ ಕಾರಣಕ್ಕೆ ಯಾವುದೇ ವಿದ್ಯಾರ್ಥಿಯನ್ನು ತರಗತಿಯಿಂದ ಹೊರಗಿಡುವಂತಿಲ್ಲ. ಈ ಕುರಿತು ದೂರುಗಳು ಬಂದಲ್ಲಿ ಸಂಬಂಧಪಟ್ಟ ಶಾಲೆಯ ವಿರುದ್ಧ ಕ್ರಮ ಕೈಗೊಳ್ಳಲಾಗುವುದು ಎಂದು ಇಲಾಖೆ ಸ್ಪಷ್ಟಪಡಿಸಿದೆ. ಹೈಕೋರ್ಟ್ ಆದೇಶದಂತೆ ಶುಲ್ಕ ನಿಗದಿ ಮಾಡಲಾಗಿದ್ದು, 2020-21ನೇ ಸಾಲಿನ ಶುಲ್ಕ ಬಾಕಿ ಉಳಿಸಿಕೊಂಡಿರುವ ಪೋಷಕರಿಗೆ ಕಂತುಗಳಲ್ಲಿ ಪಾವತಿಸಲು ಅವಕಾಶ ನೀಡಬೇಕು. ಶಾಲಾ ಆಡಳಿತ ಮಂಡಳಿಗಳು ಈ ಆದೇಶವನ್ನು ಕಡ್ಡಾಯವಾಗಿ ಪಾಲಿಸಬೇಕು. ಶಿಕ್ಷಕರ ವೇತನ ಹಾಗೂ ಶಾಲಾ ನಿರ್ವಹಣೆಗೆ ತೊಂದರೆಯಾಗದಂತೆ ಕ್ರಮ ವಹಿಸಲಾಗುವುದು ಎಂದು ಸರ್ಕಾರ ತಿಳಿಸಿದೆ. — [32, 412, 280, 537]
page-label: ಪುಟ — [30, 50, 44, 60]
photo-tax-water — [530, 190, 627, 322]
sidebar-kicker: ಶಾಸಕ ಸಾ.ರಾ.ಮಹೇಶ್ ಕುತೂಹಲಕಾರಿ ಹೇಳಿಕೆ — [640, 232, 783, 243]
jds-article-col2: ಇತ್ತೀಚೆಗೆ ನಡೆದ ಪಕ್ಷದ ಸಭೆಯಲ್ಲಿ ಈ ವಿಚಾರ ಪ್ರಸ್ತಾಪವಾಗಿದ್ದು, ಹಿರಿಯ ಮುಖಂಡರು ಒಮ್ಮತದ ಅಭಿಪ್ರಾಯ ವ್ಯಕ್ತಪಡಿಸಿದ್ದಾರೆ. ಪಕ್ಷದ ವರಿಷ್ಠ ಎಚ್.ಡಿ.ದೇವೇಗೌಡರು ಹಾಗೂ ಎಚ್.ಡಿ.ಕುಮಾರಸ್ವಾಮಿ ಅವರೊಂದಿಗೆ ಚರ್ಚಿಸಿ ಅಂತಿಮ ತೀರ್ಮಾನ ಕೈಗೊಳ್ಳಲಾಗುವುದು. ಚಾಮುಂಡೇಶ್ವರಿ ಕ್ಷೇತ್ರದಲ್ಲಿ ಪಕ್ಷದ ಸಂಘಟನೆ ಬಲಪಡಿಸಲು ಜಿಟಿಡಿ ಕುಟುಂಬದ ಬೆಂಬಲ ಅಗತ್ಯ ಎಂಬುದು ಮುಖಂಡರ ಅಭಿಪ್ರಾಯವಾಗಿದೆ. ಈ ನಿಟ್ಟಿನಲ್ಲಿ ಹಲವು ಸುತ್ತಿನ ಮಾತುಕತೆ ನಡೆದಿದೆ. — [366, 709, 438, 935]
reg-mark-cyan — [872, 1402, 881, 1411]
